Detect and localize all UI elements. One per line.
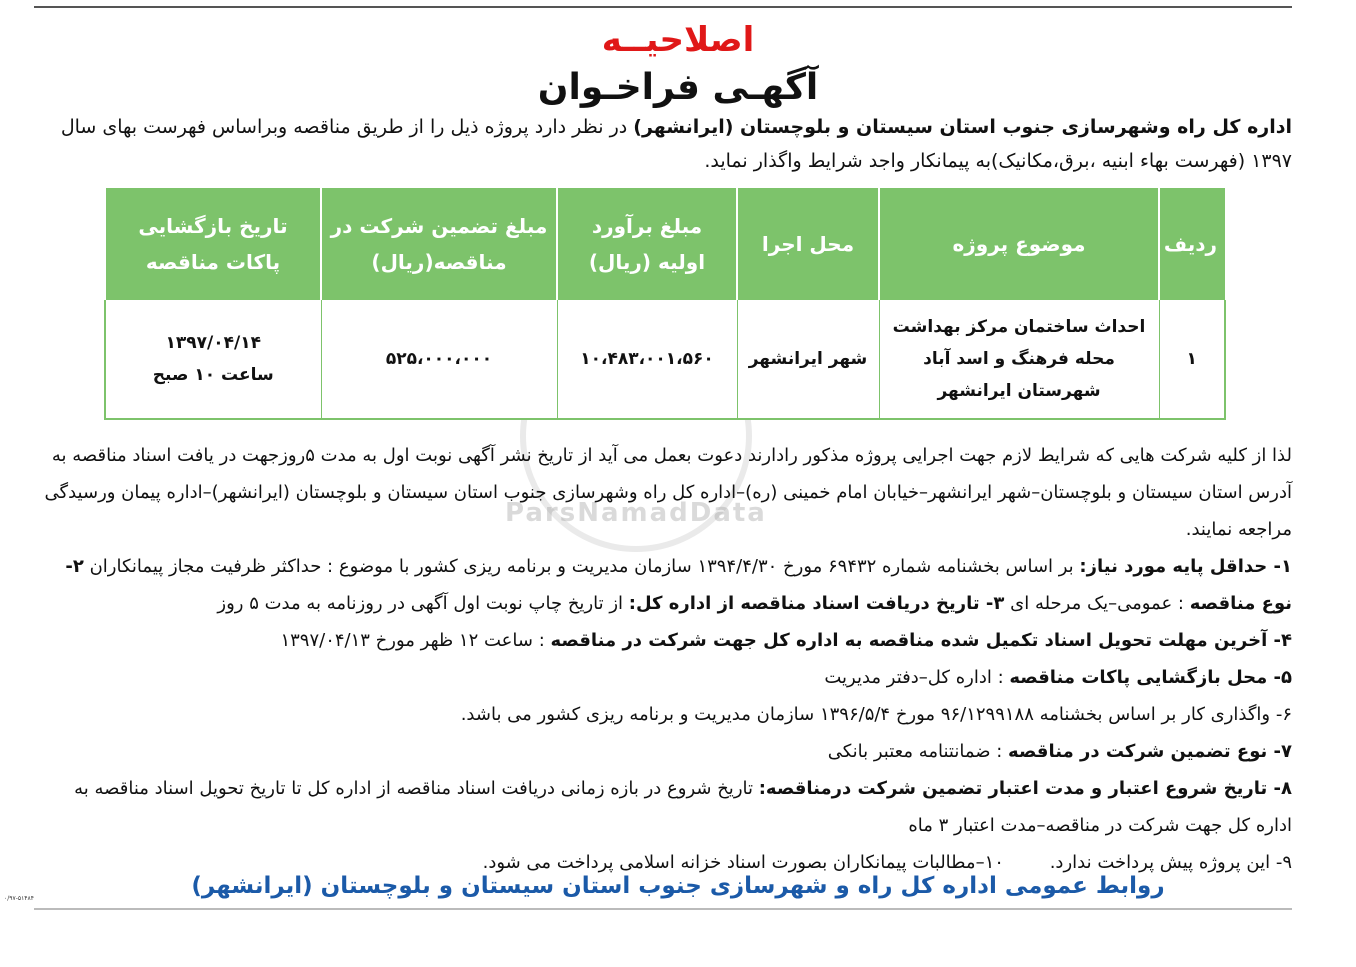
opening-date: ۱۳۹۷/۰۴/۱۴ [165, 333, 261, 353]
page-title: آگهـی فراخـوان [537, 67, 819, 108]
col-header-estimate: مبلغ برآورد اولیه (ریال) [557, 188, 737, 300]
opening-time: ساعت ۱۰ صبح [152, 365, 274, 385]
correction-title: اصلاحیــه [601, 20, 755, 60]
cell-estimate: ۱۰،۴۸۳،۰۰۱،۵۶۰ [557, 300, 737, 419]
condition-item-5 [34, 659, 1292, 696]
condition-item-4 [34, 622, 1292, 659]
item3-label: ۳- تاریخ دریافت اسناد مناقصه از اداره کل: [628, 593, 1005, 614]
condition-item-6: ۶- واگذاری کار بر اساس بخشنامه ۹۶/۱۲۹۹۱۸۸ مورخ ۱۳۹۶/۵/۴ سازمان مدیریت و برنامه ریزی کشور می باشد. [460, 704, 1292, 725]
item4-label: ۴- آخرین مهلت تحویل اسناد تکمیل شده مناقصه به اداره کل جهت شرکت در مناقصه [550, 630, 1292, 651]
cell-subject: احداث ساختمان مرکز بهداشت محله فرهنگ و اسد آباد شهرستان ایرانشهر [879, 300, 1159, 419]
conditions-section [34, 437, 1292, 881]
cell-opening [105, 300, 321, 419]
condition-item-7 [34, 733, 1292, 770]
item1-text: بر اساس بخشنامه شماره ۶۹۴۳۲ مورخ ۱۳۹۴/۴/۳۰ سازمان مدیریت و برنامه ریزی کشور با موضوع : حداکثر ظرفیت مجاز پیمانکاران [83, 556, 1080, 577]
bottom-border [34, 908, 1292, 910]
item2-text: : عمومی–یک مرحله ای [1004, 593, 1190, 614]
col-header-opening: تاریخ بازگشایی پاکات مناقصه [105, 188, 321, 300]
organization-name: اداره کل راه وشهرسازی جنوب استان سیستان و بلوچستان (ایرانشهر) [633, 116, 1292, 138]
item1-label: ۱- حداقل پایه مورد نیاز: [1079, 556, 1292, 577]
table-row [105, 300, 1225, 419]
intro-text: در نظر دارد پروژه ذیل را از طریق مناقصه وبراساس فهرست بهای سال ۱۳۹۷ (فهرست بهاء ابنیه ،برق،مکانیک)به پیمانکار واجد شرایط واگذار نماید. [60, 116, 1292, 172]
col-header-guarantee: مبلغ تضمین شرکت در مناقصه(ریال) [321, 188, 557, 300]
item9-text: ۹- این پروژه پیش پرداخت ندارد. [1049, 852, 1292, 873]
ad-code: ۰/۹۷-۵۱۴۸۴ [4, 895, 34, 902]
item7-text: : ضمانتنامه معتبر بانکی [827, 741, 1009, 762]
item4-text: : ساعت ۱۲ ظهر مورخ ۱۳۹۷/۰۴/۱۳ [280, 630, 551, 651]
cell-location: شهر ایرانشهر [737, 300, 879, 419]
col-header-subject: موضوع پروژه [879, 188, 1159, 300]
invitation-paragraph: لذا از کلیه شرکت هایی که شرایط لازم جهت اجرایی پروژه مذکور رادارند دعوت بعمل می آید از تاریخ نشر آگهی نوبت اول به مدت ۵روزجهت در یافت اسناد مناقصه به آدرس استان سیستان و بلوچستان–شهر ایرانشهر–خیابان امام خمینی (ره)–اداره کل راه وشهرسازی جنوب استان سیستان و بلوچستان (ایرانشهر)–اداره پیمان ورسیدگی مراجعه نمایند. [44, 445, 1292, 540]
cell-row: ۱ [1159, 300, 1225, 419]
col-header-row: ردیف [1159, 188, 1225, 300]
item2-label: ۲- نوع مناقصه [65, 556, 1292, 614]
item8-text: تاریخ شروع در بازه زمانی دریافت اسناد مناقصه از اداره کل تا تاریخ تحویل اسناد مناقصه به اداره کل جهت شرکت در مناقصه–مدت اعتبار ۳ ماه [74, 778, 1292, 836]
item7-label: ۷- نوع تضمین شرکت در مناقصه [1008, 741, 1292, 762]
watermark-brand: ParsNamadData [505, 498, 767, 528]
conditions-items-1-3 [34, 548, 1292, 622]
intro-paragraph [38, 110, 1292, 178]
item8-label: ۸- تاریخ شروع اعتبار و مدت اعتبار تضمین شرکت درمناقصه: [758, 778, 1292, 799]
col-header-location: محل اجرا [737, 188, 879, 300]
item10-text: ۱۰–مطالبات پیمانکاران بصورت اسناد خزانه اسلامی پرداخت می شود. [482, 852, 1004, 873]
table-header-row [105, 188, 1225, 300]
footer-signature: روابط عمومی اداره کل راه و شهرسازی جنوب استان سیستان و بلوچستان (ایرانشهر) [191, 873, 1165, 899]
item5-text: : اداره کل–دفتر مدیریت [824, 667, 1010, 688]
cell-guarantee: ۵۲۵،۰۰۰،۰۰۰ [321, 300, 557, 419]
item5-label: ۵- محل بازگشایی پاکات مناقصه [1009, 667, 1292, 688]
condition-item-8 [34, 770, 1292, 844]
top-border [34, 6, 1292, 8]
tender-table [104, 188, 1226, 420]
item3-text: از تاریخ چاپ نوبت اول آگهی در روزنامه به مدت ۵ روز [217, 593, 629, 614]
